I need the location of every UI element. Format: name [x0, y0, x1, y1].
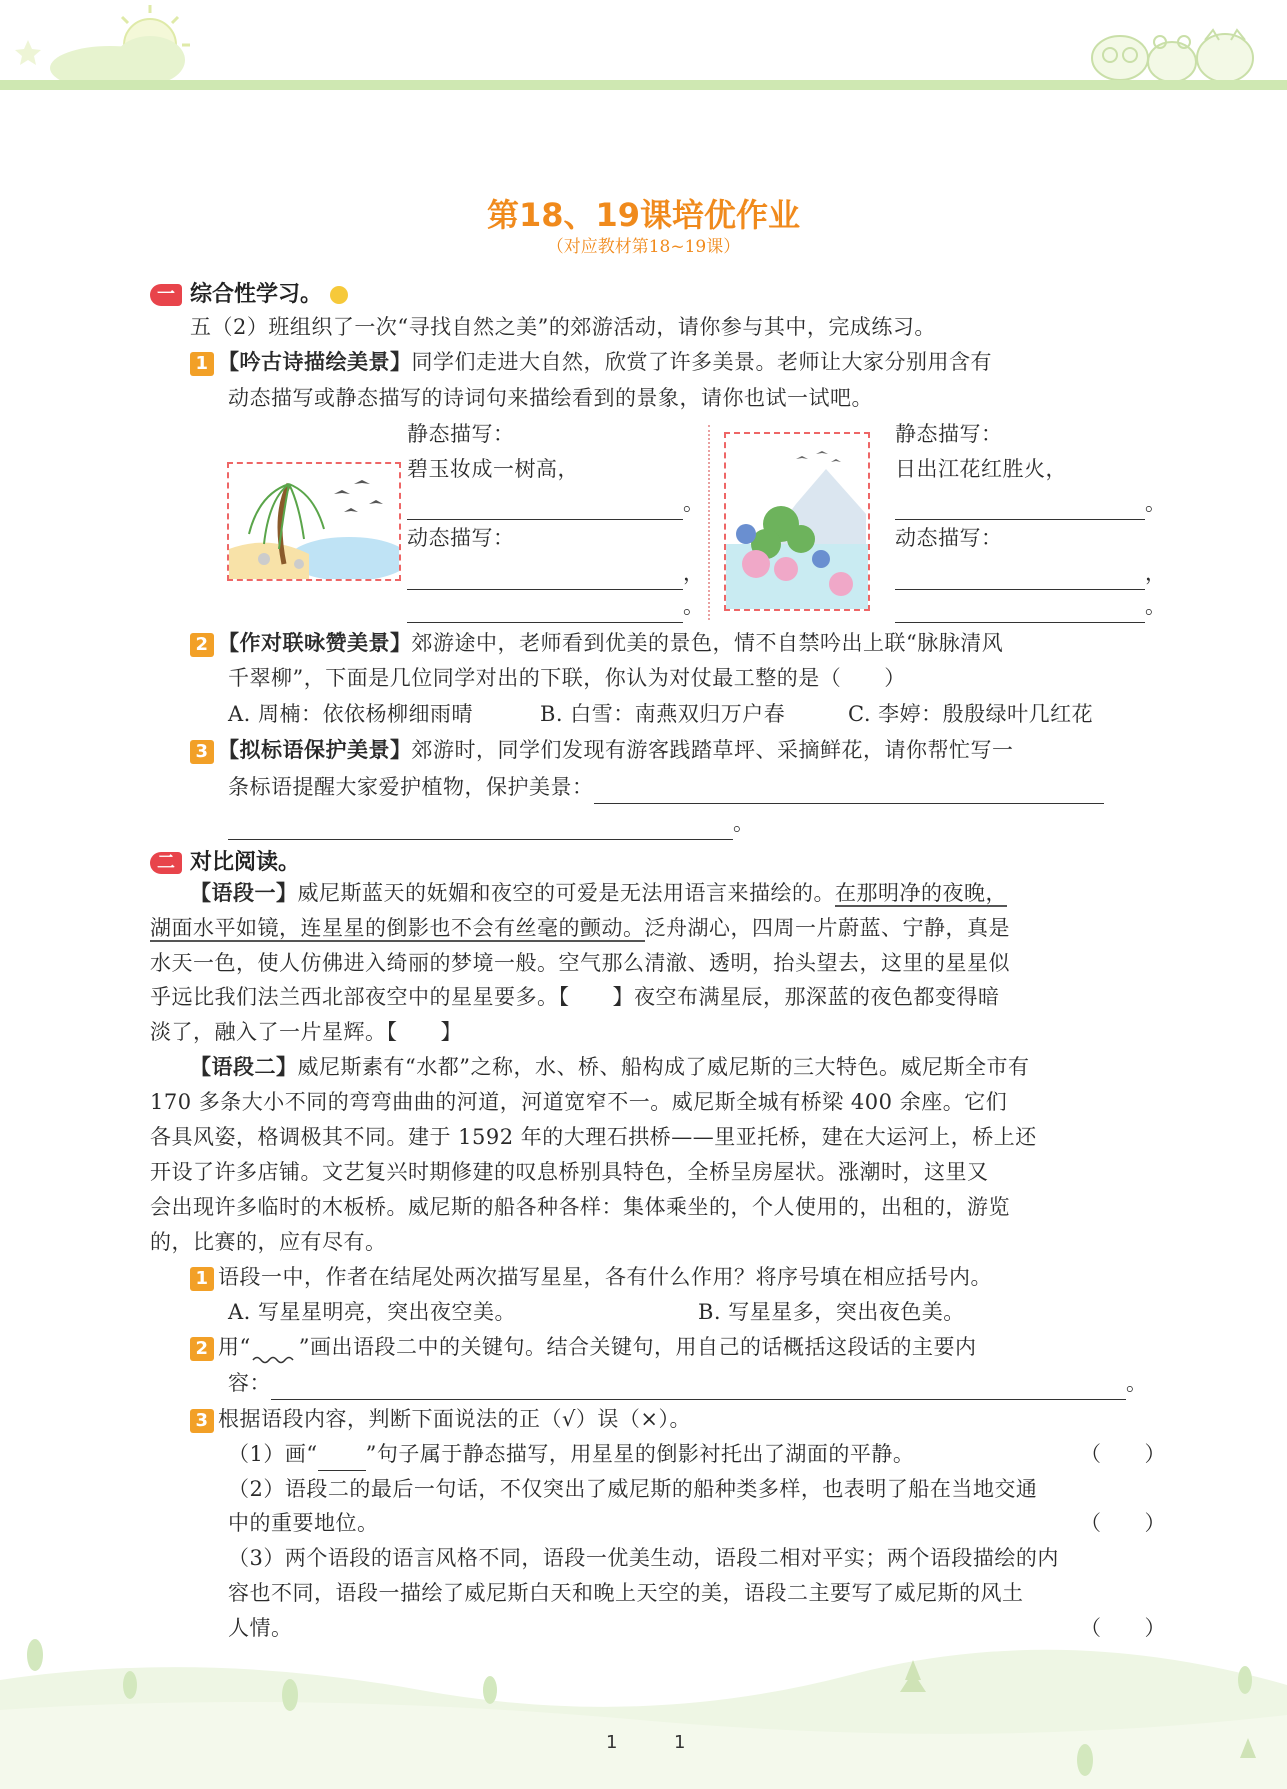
s2-q3-item3c: 人情。 — [228, 1616, 293, 1640]
left-static-answer — [407, 486, 705, 520]
s2-q3-item1 — [228, 1437, 914, 1471]
right-dynamic-blank1[interactable] — [895, 561, 1145, 590]
s2-q1-option-a: A. 写星星明亮，突出夜空美。 — [228, 1300, 517, 1324]
s2-q2-text2: 容： — [228, 1371, 271, 1395]
question-number: 3 — [190, 740, 214, 764]
q2-option-c[interactable]: C. 李婷：殷殷绿叶几红花 — [848, 702, 1094, 726]
q3-tag: 【拟标语保护美景】 — [218, 738, 412, 762]
p1-text: 泛舟湖心，四周一片蔚蓝、宁静，真是 — [644, 916, 1010, 940]
footer-landscape — [0, 1630, 1287, 1789]
p2-line1 — [190, 1050, 1029, 1084]
slogan-blank1[interactable] — [594, 775, 1104, 804]
right-static-answer — [895, 486, 1167, 520]
p2-line3: 各具风姿，格调极其不同。建于 1592 年的大理石拱桥——里亚托桥，建在大运河上，桥上还 — [150, 1125, 1037, 1149]
river-scenery-illustration — [724, 432, 870, 611]
s2-q3-text: 根据语段内容，判断下面说法的正（√）误（×）。 — [218, 1407, 691, 1431]
right-dynamic-blank2[interactable] — [895, 594, 1145, 623]
left-static-label: 静态描写： — [407, 422, 515, 446]
p1-line4: 乎远比我们法兰西北部夜空中的星星要多。【 】夜空布满星辰，那深蓝的夜色都变得暗 — [150, 985, 1000, 1009]
page-subtitle: （对应教材第18~19课） — [546, 237, 741, 257]
question-number: 1 — [190, 352, 214, 376]
s2-q1-option-b: B. 写星星多，突出夜色美。 — [698, 1300, 965, 1324]
s1-q2-line1 — [190, 626, 1003, 660]
q1-text: 同学们走进大自然，欣赏了许多美景。老师让大家分别用含有 — [411, 350, 992, 374]
s2-q2-text: ”画出语段二中的关键句。结合关键句，用自己的话概括这段话的主要内 — [298, 1335, 977, 1359]
s2-q2-line2 — [228, 1366, 1148, 1400]
s2-q3-item3b: 容也不同，语段一描绘了威尼斯白天和晚上天空的美，语段二主要写了威尼斯的风土 — [228, 1581, 1024, 1605]
left-dynamic-blank1[interactable] — [407, 561, 683, 590]
q2-tag: 【作对联咏赞美景】 — [218, 631, 412, 655]
item1-answer-paren[interactable]: （ ） — [1080, 1442, 1166, 1466]
left-dynamic-blank2[interactable] — [407, 594, 683, 623]
picture-divider — [708, 425, 710, 620]
s1-q3-line3 — [228, 806, 755, 840]
p1-line3: 水天一色，使人仿佛进入绮丽的梦境一般。空气那么清澈、透明，抬头望去，这里的星星似 — [150, 951, 1010, 975]
q3-text2: 条标语提醒大家爱护植物，保护美景： — [228, 775, 594, 799]
punct: 。 — [683, 594, 705, 618]
s1-q3-line1 — [190, 733, 1014, 767]
q3-text: 郊游时，同学们发现有游客践踏草坪、采摘鲜花，请你帮忙写一 — [411, 738, 1014, 762]
summary-blank[interactable] — [271, 1371, 1126, 1400]
p2-text: 威尼斯素有“水都”之称，水、桥、船构成了威尼斯的三大特色。威尼斯全市有 — [297, 1055, 1030, 1079]
p2-line6: 的，比赛的，应有尽有。 — [150, 1230, 387, 1254]
q1-tag: 【吟古诗描绘美景】 — [218, 350, 412, 374]
wavy-line-mark — [251, 1340, 299, 1364]
item2-answer-paren[interactable]: （ ） — [1080, 1511, 1166, 1535]
animal-characters-icon — [1092, 30, 1253, 82]
punct: ， — [1145, 561, 1167, 585]
s2-q3-item3a: （3）两个语段的语言风格不同，语段一优美生动，语段二相对平实；两个语段描绘的内 — [228, 1546, 1059, 1570]
p1-line5: 淡了，融入了一片星辉。【 】 — [150, 1020, 462, 1044]
s2-q3-item2b: 中的重要地位。 — [228, 1511, 379, 1535]
left-dynamic-answer1 — [407, 556, 705, 590]
page-number-left: 1 — [606, 1732, 618, 1753]
punct: ， — [683, 561, 705, 585]
p2-line5: 会出现许多临时的木板桥。威尼斯的船各种各样：集体乘坐的，个人使用的，出租的，游览 — [150, 1195, 1010, 1219]
lightbulb-icon — [330, 286, 348, 304]
p1-line2 — [150, 911, 1010, 945]
page-number-right: 1 — [674, 1732, 686, 1753]
section1-heading — [150, 277, 348, 308]
right-static-label: 静态描写： — [895, 422, 1003, 446]
q2-option-b[interactable]: B. 白雪：南燕双归万户春 — [540, 702, 786, 726]
p2-line2: 170 多条大小不同的弯弯曲曲的河道，河道宽窄不一。威尼斯全城有桥梁 400 余座。它们 — [150, 1090, 1008, 1114]
q2-text: 郊游途中，老师看到优美的景色，情不自禁吟出上联“脉脉清风 — [411, 631, 1004, 655]
right-dynamic-answer2 — [895, 589, 1167, 623]
p1-line1 — [190, 876, 1007, 910]
question-number: 2 — [190, 1337, 214, 1361]
item1-text: ”句子属于静态描写，用星星的倒影衬托出了湖面的平静。 — [365, 1442, 915, 1466]
punct: 。 — [733, 811, 755, 835]
s1-q1-line2: 动态描写或静态描写的诗词句来描绘看到的景象，请你也试一试吧。 — [228, 386, 873, 410]
s2-q2-line1 — [190, 1330, 976, 1364]
section2-title: 对比阅读。 — [190, 850, 301, 875]
s2-q3-line1 — [190, 1402, 691, 1436]
question-number: 1 — [190, 1267, 214, 1291]
question-number: 2 — [190, 633, 214, 657]
sun-cloud-icon — [15, 5, 190, 90]
straight-line-mark — [318, 1446, 366, 1471]
right-static-line: 日出江花红胜火， — [895, 457, 1067, 481]
punct: 。 — [1126, 1371, 1148, 1395]
left-static-line: 碧玉妆成一树高， — [407, 457, 579, 481]
right-static-blank[interactable] — [895, 491, 1145, 520]
s2-q1-text: 语段一中，作者在结尾处两次描写星星，各有什么作用？将序号填在相应括号内。 — [218, 1265, 992, 1289]
s2-q3-item2a: （2）语段二的最后一句话，不仅突出了威尼斯的船种类多样，也表明了船在当地交通 — [228, 1477, 1038, 1501]
section1-title: 综合性学习。 — [190, 282, 323, 307]
item1-text: （1）画“ — [228, 1442, 318, 1466]
right-dynamic-label: 动态描写： — [895, 526, 1003, 550]
item3-answer-paren[interactable]: （ ） — [1080, 1616, 1166, 1640]
slogan-blank2[interactable] — [228, 811, 733, 840]
punct: 。 — [683, 491, 705, 515]
passage2-tag: 【语段二】 — [190, 1055, 298, 1079]
underlined-sentence: 在那明净的夜晚， — [835, 881, 1007, 905]
s1-q1-line1 — [190, 345, 992, 379]
section1-intro: 五（2）班组织了一次“寻找自然之美”的郊游活动，请你参与其中，完成练习。 — [190, 315, 936, 339]
p1-text: 威尼斯蓝天的妩媚和夜空的可爱是无法用语言来描绘的。 — [297, 881, 835, 905]
right-dynamic-answer1 — [895, 556, 1167, 590]
question-number: 3 — [190, 1409, 214, 1433]
page-title: 第18、19课培优作业 — [486, 196, 801, 234]
s1-q2-line2: 千翠柳”，下面是几位同学对出的下联，你认为对仗最工整的是（ ） — [228, 666, 906, 690]
s2-q2-text: 用“ — [218, 1335, 251, 1359]
left-dynamic-answer2 — [407, 589, 705, 623]
s1-q3-line2 — [228, 770, 1104, 804]
section2-badge: 二 — [150, 852, 182, 874]
left-dynamic-label: 动态描写： — [407, 526, 515, 550]
left-static-blank[interactable] — [407, 491, 683, 520]
header-rule — [0, 80, 1287, 90]
willow-lake-illustration — [227, 462, 401, 581]
section2-heading — [150, 845, 300, 876]
section1-badge: 一 — [150, 284, 182, 306]
underlined-sentence: 湖面水平如镜，连星星的倒影也不会有丝毫的颤动。 — [150, 916, 645, 940]
q2-option-a[interactable]: A. 周楠：依依杨柳细雨晴 — [228, 702, 474, 726]
passage1-tag: 【语段一】 — [190, 881, 298, 905]
punct: 。 — [1145, 594, 1167, 618]
punct: 。 — [1145, 491, 1167, 515]
s2-q1-line1 — [190, 1260, 992, 1294]
p2-line4: 开设了许多店铺。文艺复兴时期修建的叹息桥别具特色，全桥呈房屋状。涨潮时，这里又 — [150, 1160, 989, 1184]
